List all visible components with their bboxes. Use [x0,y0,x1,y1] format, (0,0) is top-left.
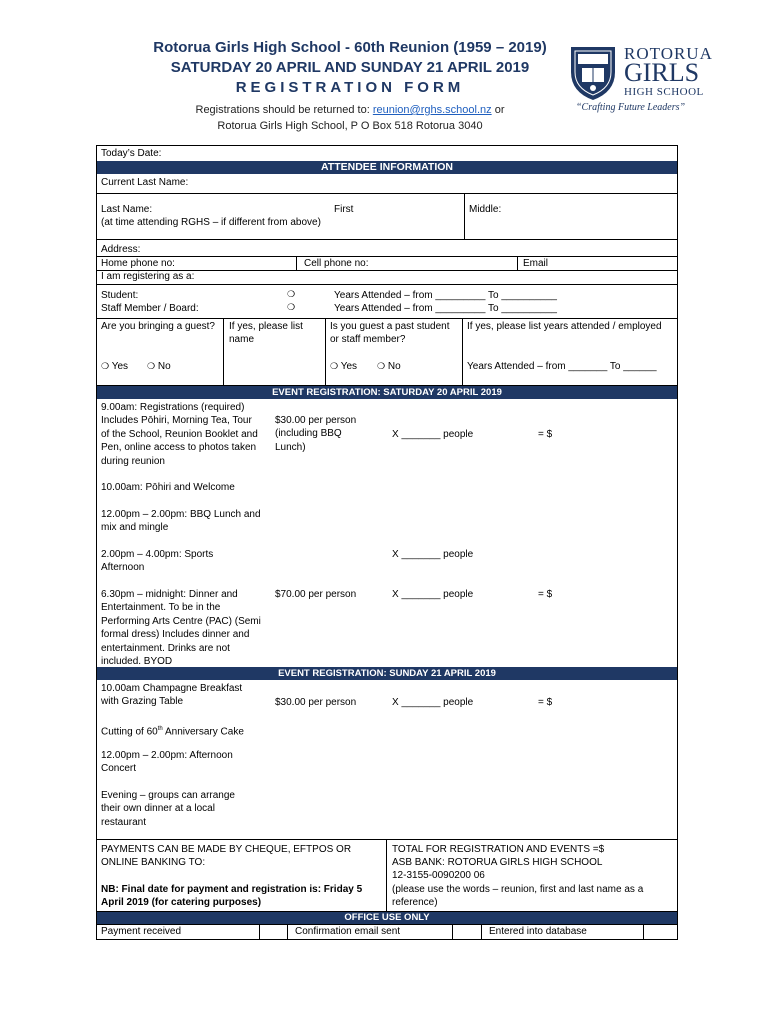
registration-form-title: REGISTRATION FORM [235,79,465,96]
attendee-info-band: ATTENDEE INFORMATION [97,161,677,174]
bank-reference: (please use the words – reunion, first and last name as a reference) [392,884,644,909]
sun-breakfast-total[interactable]: = $ [538,697,553,708]
registering-as-label: I am registering as a: [101,271,195,282]
sat-registration-price: $30.00 per person (including BBQ Lunch) [275,415,357,453]
payment-total[interactable]: TOTAL FOR REGISTRATION AND EVENTS =$ [392,844,605,855]
staff-radio-icon[interactable]: ❍ [287,303,296,313]
return-address: Rotorua Girls High School, P O Box 518 Rotorua 3040 [217,120,483,132]
sat-dinner-price: $70.00 per person [275,589,357,600]
sat-dinner-people[interactable]: X _______ people [392,589,474,600]
yes-label: Yes [340,361,358,372]
email-label[interactable]: Email [523,258,549,269]
sun-concert-event: 12.00pm – 2.00pm: Afternoon Concert [101,750,233,775]
guest-years-attended[interactable]: Years Attended – from _______ To ______ [467,361,657,372]
payment-received-label: Payment received [101,926,182,937]
guest-years-prompt: If yes, please list years attended / employed [467,321,662,332]
sat-bbq-event: 12.00pm – 2.00pm: BBQ Lunch and mix and mingle [101,509,261,534]
school-logo [568,44,718,114]
sun-breakfast-event: 10.00am Champagne Breakfast with Grazing Table [101,683,243,708]
past-no-option[interactable] [377,360,401,374]
logo-motto: “Crafting Future Leaders” [576,102,686,113]
guest-no-option[interactable] [147,360,171,374]
guest-past-question: Is you guest a past student or staff member? [330,321,450,346]
cake-text-end: Anniversary Cake [162,726,244,738]
logo-rotorua: ROTORUA [624,44,713,63]
saturday-band: EVENT REGISTRATION: SATURDAY 20 APRIL 2019 [97,386,677,399]
bank-account: 12-3155-0090200 06 [392,870,485,881]
sat-registration-total[interactable]: = $ [538,429,553,440]
staff-years-attended[interactable]: Years Attended – from _________ To __________ [334,303,557,314]
return-or: or [494,104,505,116]
home-phone-label[interactable]: Home phone no: [101,258,175,269]
sun-cake-event [101,723,244,739]
cell-phone-label[interactable]: Cell phone no: [304,258,369,269]
sat-sports-people[interactable]: X _______ people [392,549,474,560]
todays-date-label: Today’s Date: [101,148,162,159]
sat-pohiri-event: 10.00am: Pōhiri and Welcome [101,482,235,493]
no-label: No [157,361,171,372]
no-label: No [387,361,401,372]
middle-name-label[interactable]: Middle: [469,204,502,215]
bringing-guest-question: Are you bringing a guest? [101,321,215,332]
sun-evening-event: Evening – groups can arrange their own dinner at a local restaurant [101,790,235,828]
cake-text: Cutting of 60 [101,726,158,738]
return-instructions [100,102,600,134]
first-name-label[interactable]: First [334,204,354,215]
return-email-link[interactable]: reunion@rghs.school.nz [372,104,492,116]
student-years-attended[interactable]: Years Attended – from _________ To __________ [334,290,557,301]
sat-dinner-total[interactable]: = $ [538,589,553,600]
address-label[interactable]: Address: [101,244,141,255]
radio-icon: ❍ [330,362,339,372]
sun-breakfast-people[interactable]: X _______ people [392,697,474,708]
radio-icon: ❍ [377,362,386,372]
payment-methods: PAYMENTS CAN BE MADE BY CHEQUE, EFTPOS OR ONLINE BANKING TO: [101,844,352,869]
student-radio-icon[interactable]: ❍ [287,290,296,300]
radio-icon: ❍ [147,362,156,372]
yes-label: Yes [111,361,129,372]
current-last-name-label[interactable]: Current Last Name: [101,177,189,188]
bank-name: ASB BANK: ROTORUA GIRLS HIGH SCHOOL [392,857,603,868]
sat-dinner-event: 6.30pm – midnight: Dinner and Entertainment. To be in the Performing Arts Centre (PAC) (Semi formal dress) Includes dinner and entertainment. Drinks are not included. BYOD [101,589,261,668]
at-time-note: (at time attending RGHS – if different from above) [101,217,321,228]
form-header [100,38,600,134]
sat-sports-event: 2.00pm – 4.00pm: Sports Afternoon [101,549,214,574]
staff-label: Staff Member / Board: [101,303,199,314]
sunday-band: EVENT REGISTRATION: SUNDAY 21 APRIL 2019 [97,667,677,680]
student-label: Student: [101,290,139,301]
guest-yes-option[interactable] [101,360,128,374]
past-yes-option[interactable] [330,360,357,374]
office-band: OFFICE USE ONLY [97,912,677,924]
radio-icon: ❍ [101,362,110,372]
cake-sup: th [157,726,163,732]
logo-high-school: HIGH SCHOOL [624,86,704,98]
registration-form [96,145,678,940]
return-prefix: Registrations should be returned to: [195,104,370,116]
sun-breakfast-price: $30.00 per person [275,697,357,708]
guest-name-prompt: If yes, please list name [229,321,303,346]
logo-girls: GIRLS [624,58,700,87]
payment-final-date: NB: Final date for payment and registration is: Friday 5 April 2019 (for catering purposes) [101,884,363,909]
confirmation-email-label: Confirmation email sent [295,926,401,937]
reunion-title: Rotorua Girls High School - 60th Reunion (1959 – 2019) [153,39,547,56]
school-crest-icon [568,44,618,102]
reunion-dates: SATURDAY 20 APRIL AND SUNDAY 21 APRIL 2019 [170,59,530,76]
sat-registration-people[interactable]: X _______ people [392,429,474,440]
sat-registration-event: 9.00am: Registrations (required) Includes Pōhiri, Morning Tea, Tour of the School, Reunion Booklet and Pen, online access to photos taken during reunion [101,402,258,467]
last-name-label[interactable]: Last Name: [101,204,153,215]
entered-database-label: Entered into database [489,926,587,937]
